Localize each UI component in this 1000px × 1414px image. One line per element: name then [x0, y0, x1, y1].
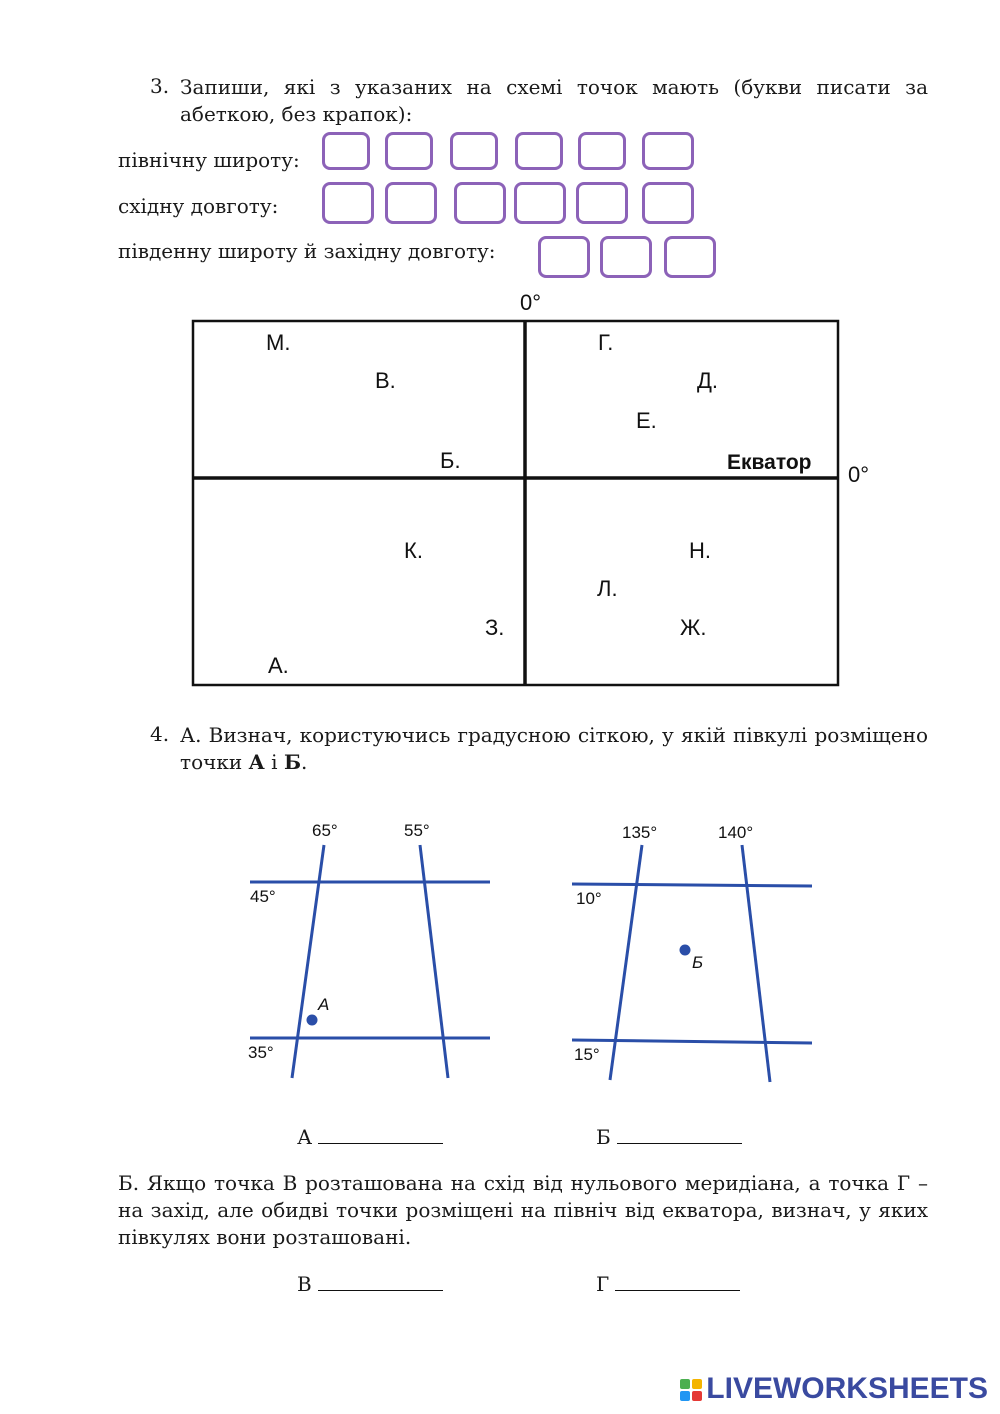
answer-box[interactable]	[514, 182, 566, 224]
point-b-marker	[680, 945, 691, 956]
answer-b[interactable]: Б	[596, 1125, 742, 1149]
q3-row-label-north: північну широту:	[118, 148, 300, 172]
meridian-135	[610, 845, 642, 1080]
equator-label: Екватор	[727, 451, 812, 474]
q3-number: 3.	[150, 74, 170, 98]
point-b: Б.	[440, 448, 461, 473]
answer-box[interactable]	[515, 132, 563, 170]
answer-box[interactable]	[385, 182, 437, 224]
q3-row-label-south-west: південну широту й західну довготу:	[118, 239, 496, 263]
parallel-label-45: 45°	[250, 887, 276, 906]
q3-row-label-east: східну довготу:	[118, 194, 279, 218]
parallel-label-15: 15°	[574, 1045, 600, 1064]
point-z: З.	[485, 615, 505, 640]
point-l: Л.	[597, 576, 618, 601]
point-k: К.	[404, 538, 423, 563]
meridian-label-55: 55°	[404, 821, 430, 840]
point-a-marker	[307, 1015, 318, 1026]
liveworksheets-logo: LIVEWORKSHEETS	[680, 1372, 988, 1406]
parallel-15	[572, 1040, 812, 1043]
point-a-label: А	[318, 995, 330, 1014]
point-v: В.	[375, 368, 396, 393]
point-m: М.	[266, 330, 291, 355]
answer-box[interactable]	[576, 182, 628, 224]
answer-box[interactable]	[642, 182, 694, 224]
parallel-label-10: 10°	[576, 889, 602, 908]
q4-text-a: А. Визнач, користуючись градусною сіткою, у якій півкулі розміщено точки А і Б.	[180, 723, 928, 774]
equator-degree: 0°	[848, 462, 870, 487]
parallel-label-35: 35°	[248, 1043, 274, 1062]
meridian-label: 0°	[520, 290, 542, 315]
answer-v[interactable]: В	[297, 1272, 443, 1296]
meridian-55	[420, 845, 448, 1078]
liveworksheets-icon	[680, 1379, 702, 1401]
meridian-label-135: 135°	[622, 823, 658, 842]
answer-box[interactable]	[578, 132, 626, 170]
answer-box[interactable]	[450, 132, 498, 170]
parallel-10	[572, 884, 812, 886]
point-b-label: Б	[692, 953, 704, 972]
q4-number: 4.	[150, 722, 170, 746]
q3-text: Запиши, які з указаних на схемі точок мають (букви писати за абеткою, без крапок):	[180, 75, 928, 126]
degree-grid-b	[560, 800, 830, 1100]
answer-box[interactable]	[322, 132, 370, 170]
point-d: Д.	[697, 368, 719, 393]
answer-a[interactable]: А	[297, 1125, 443, 1149]
meridian-65	[292, 845, 324, 1078]
point-e: Е.	[636, 408, 657, 433]
answer-g[interactable]: Г	[596, 1272, 740, 1296]
answer-box[interactable]	[538, 236, 590, 278]
point-n: Н.	[689, 538, 711, 563]
coordinates-scheme	[0, 280, 1000, 700]
answer-box[interactable]	[664, 236, 716, 278]
answer-box[interactable]	[600, 236, 652, 278]
scheme-frame	[193, 321, 838, 685]
point-g: Г.	[598, 330, 614, 355]
degree-grid-a	[200, 800, 510, 1100]
answer-box[interactable]	[454, 182, 506, 224]
answer-box[interactable]	[642, 132, 694, 170]
meridian-label-65: 65°	[312, 821, 338, 840]
q4-text-b: Б. Якщо точка В розташована на схід від нульового меридіана, а точка Г – на захід, але обидві точки розміщені на північ від екватора, визнач, у яких півкулях вони розташовані.	[118, 1171, 928, 1249]
answer-box[interactable]	[322, 182, 374, 224]
meridian-140	[742, 845, 770, 1082]
point-zh: Ж.	[680, 615, 707, 640]
point-a: А.	[268, 653, 289, 678]
meridian-label-140: 140°	[718, 823, 754, 842]
answer-box[interactable]	[385, 132, 433, 170]
